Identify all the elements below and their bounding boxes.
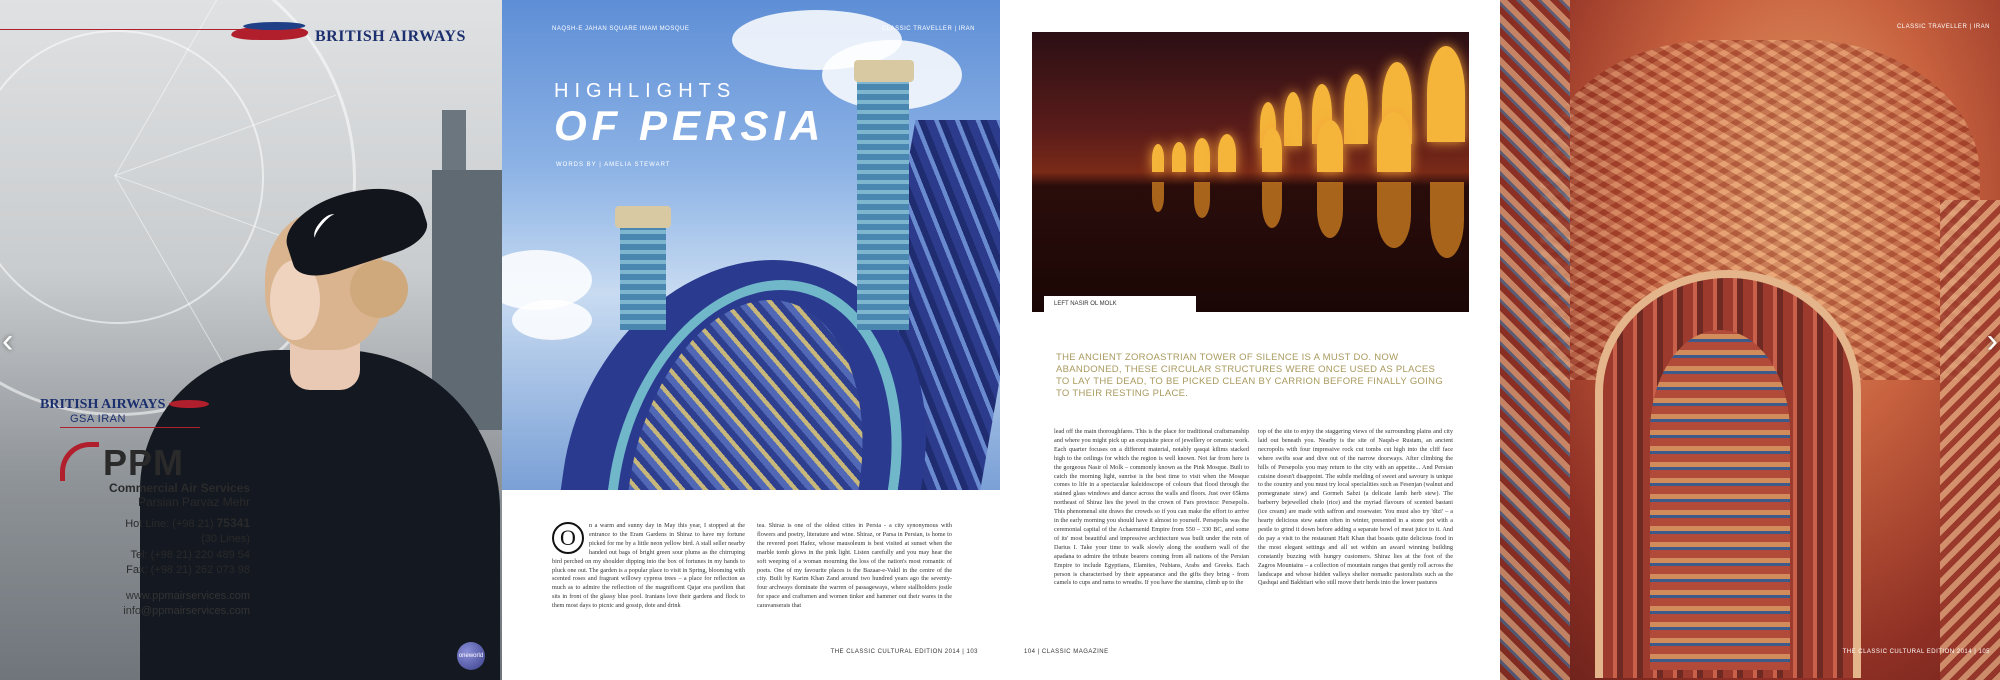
- lit-arch: [1284, 92, 1302, 146]
- section-header: CLASSIC TRAVELLER | IRAN: [1896, 24, 1990, 30]
- next-page-arrow-icon[interactable]: ›: [1986, 322, 1998, 360]
- arch-reflection: [1262, 182, 1282, 228]
- photo-page-105: [1500, 0, 2000, 680]
- body-column-3: lead off the main thoroughfares. This is the place for traditional craftsmanship and where you might pick up an exquisite piece of jewellery or ceramic work. Each quarter focuses on a different material, notably qasqai kilims stacked high to the ceilings for which the region is well known. Not far from here is the gorgeous Nasir ol Molk – commonly known as the Pink Mosque. Built to catch the morning light, sunrise is the best time to visit when the Mosque comes to life in a spectacular kaleidoscope of colours that flood through the stained glass windows and dance across the walls and floors. Just over 65kms northeast of Shiraz lies the jewel in the crown of Fars province: Persepolis. This phenomenal site draws the crowds so if you can make the effort to arrive in the early morning you should have it almost to yourself. Persepolis was the ceremonial capital of the Achaemenid Empire from 550 – 330 BC, and some of its' most beautiful and impressive architecture was built under the rein of Darius I. Take your time to walk slowly along the southern wall of the apadana to admire the tribute bearers coming from all nations of the Persian Empire to include Egyptians, Elamites, Nubians, Arabs and Greeks. Each person is characterised by their appearance and the gifts they bring - from camels to cups and rams to wreaths. If you have the stamina, climb up to the: [1054, 428, 1249, 587]
- contact-info: [40, 515, 250, 579]
- web-info: [40, 589, 250, 620]
- ppm-subtitle-2: Parsian Parvaz Mehr: [137, 495, 250, 509]
- article-byline: WORDS BY | AMELIA STEWART: [556, 162, 671, 168]
- lower-lit-arch: [1262, 128, 1282, 172]
- arch-reflection: [1317, 182, 1343, 238]
- ppm-subtitle-1: Commercial Air Services: [109, 481, 250, 495]
- ad-page: [0, 0, 502, 680]
- mosque-photo: [502, 0, 1000, 490]
- fax-number: Fax: (+98 21) 262 073 98: [126, 564, 250, 577]
- lit-arch: [1427, 46, 1465, 142]
- section-header: CLASSIC TRAVELLER | IRAN: [881, 26, 975, 32]
- gsa-label: GSA IRAN: [70, 413, 126, 425]
- drop-cap: O: [552, 522, 584, 554]
- ba-wordmark: BRITISH AIRWAYS: [315, 28, 466, 45]
- ad-contact-block: [40, 395, 250, 619]
- lower-lit-arch: [1194, 138, 1210, 172]
- left-tile-column: [1500, 0, 1570, 680]
- page-folio: THE CLASSIC CULTURAL EDITION 2014 | 103: [830, 649, 978, 655]
- ba-gsa-logo: [40, 395, 250, 413]
- hotline: [40, 515, 250, 532]
- arch-reflection: [1152, 182, 1164, 212]
- ba-small-wordmark: BRITISH AIRWAYS: [40, 397, 166, 412]
- ppm-logo: [60, 442, 250, 481]
- lower-lit-arch: [1172, 142, 1186, 172]
- hotline-lines: (30 Lines): [201, 533, 250, 546]
- niche-inner-panel: [1650, 330, 1790, 670]
- article-page-104: [1000, 0, 1500, 680]
- website-link[interactable]: www.ppmairservices.com: [125, 589, 250, 602]
- prev-page-arrow-icon[interactable]: ‹: [2, 322, 14, 360]
- right-tile-column: [1940, 200, 2000, 680]
- body-column-4: top of the site to enjoy the staggering views of the surrounding plains and city laid out beneath you. Nearby is the site of Naqsh-e Rustam, an ancient necropolis with four impressive rock cut tombs cut high into the cliff face where swifts soar and dive out of the narrow doorways. After climbing the hills of Persepolis you may return to the city with an appetite... And Persian cuisine doesn't disappoint. The subtle melding of sweet and savoury is unique to the country and you must try local specialities such as Fesenjan (walnut and pomegranate stew) and Gormeh Sabzi (a delicate lamb herb stew). The barberry bejewelled chelo (rice) and the myriad flavours of scented bastani (ice cream) are made with saffron and rosewater. You must also try 'dizi' – a hearty delicious stew eaten often in winter, presented in a stone pot with a pestle to grind it down before adding a separate bowl of meat juice to it. And do pay a visit to the restaurant Haft Khan that boasts quite delicious food in the most elegant settings and all set within an award winning building constantly buzzing with hungry customers. Shiraz lies at the foot of the Zagros Mountains – a collection of mountain ranges that gently roll across the landscape and whose hidden valleys shelter nomadic pastoralists such as the Qashqai and Bakhtiari who still move their herds into the lower pastures: [1258, 428, 1453, 587]
- page-folio: THE CLASSIC CULTURAL EDITION 2014 | 105: [1842, 649, 1990, 655]
- lower-lit-arch: [1152, 144, 1164, 172]
- lit-arch: [1344, 74, 1368, 144]
- article-page-103: [502, 0, 1000, 680]
- ppm-wordmark: PPM: [103, 442, 185, 483]
- hotline-number: 75341: [216, 516, 250, 530]
- arch-reflection: [1377, 182, 1411, 248]
- email-link[interactable]: info@ppmairservices.com: [123, 604, 250, 617]
- gsa-divider: [60, 427, 200, 428]
- right-minaret-balcony: [854, 60, 914, 82]
- article-title-line2: OF PERSIA: [554, 102, 826, 149]
- page-folio: 104 | CLASSIC MAGAZINE: [1024, 649, 1109, 655]
- article-title-line1: HIGHLIGHTS: [554, 80, 737, 102]
- arch-reflection: [1430, 182, 1464, 258]
- arch-reflection: [1194, 182, 1210, 218]
- lower-lit-arch: [1218, 134, 1236, 172]
- ba-small-swoosh-icon: [169, 400, 209, 408]
- photo-caption: LEFT NASIR OL MOLK: [1044, 296, 1196, 312]
- lower-lit-arch: [1377, 112, 1411, 172]
- right-minaret: [857, 70, 909, 330]
- oneworld-logo-icon: oneworld: [457, 642, 485, 670]
- hotline-label: Hot Line: (+98 21): [125, 518, 217, 530]
- body-text: n a warm and sunny day in May this year, I stopped at the entrance to the Eram Gardens in Shiraz to have my fortune picked for me by a little neon yellow bird. A stall seller nearby handed out bags of bright green sour plums as the chirruping bird perched on my shoulder dipping into the box of fortunes in my hands to pluck one out. The garden is a popular place to visit in Spring, blooming with scented roses and fragrant willowy cypress trees – a place for reflection as much as to admire the reflection of the magnificent Qajar era pavilion that sits in front of the glassy blue pool. Iranians love their gardens and flock to them most days to picnic and gossip, dote and drink: [552, 522, 745, 610]
- photo-location-label: NAQSH-E JAHAN SQUARE IMAM MOSQUE: [552, 26, 690, 32]
- hair-bun: [350, 260, 408, 318]
- tel-number: Tel: (+98 21) 220 489 54: [130, 548, 250, 561]
- body-column-1: [552, 522, 745, 611]
- pull-quote: THE ANCIENT ZOROASTRIAN TOWER OF SILENCE IS A MUST DO. NOW ABANDONED, THESE CIRCULAR STRUCTURES WERE ONCE USED AS PLACES TO LAY THE DEAD, TO BE PICKED CLEAN BY CARRION BEFORE FINALLY GOING TO THEIR RESTING PLACE.: [1056, 352, 1444, 399]
- lower-lit-arch: [1317, 120, 1343, 172]
- khaju-bridge-photo: [1032, 32, 1469, 312]
- ba-speedmarque-logo: [229, 26, 312, 40]
- body-column-2: tea. Shiraz is one of the oldest cities in Persia - a city synonymous with flowers and poetry, literature and wine. Shiraz, or Parsa in Persian, is home to the revered poet Hafez, whose mausoleum is best visited at sunset when the marble tomb glows in the pink light. Listen carefully and you may hear the soft weeping of a woman mourning the loss of the nation's most romantic of poets. One of my favourite places is the Bazaar-e-Vakil in the centre of the city. Built by Karim Khan Zand around two hundred years ago the seventy-four archways dominate the warren of passageways, where stallholders jostle for space and craftsmen and women tinker and hammer out their wares in the caravanserais that: [757, 522, 952, 610]
- left-minaret-balcony: [615, 206, 671, 228]
- cloud: [512, 300, 592, 340]
- ppm-mark-icon: [60, 442, 99, 481]
- left-minaret: [620, 220, 666, 330]
